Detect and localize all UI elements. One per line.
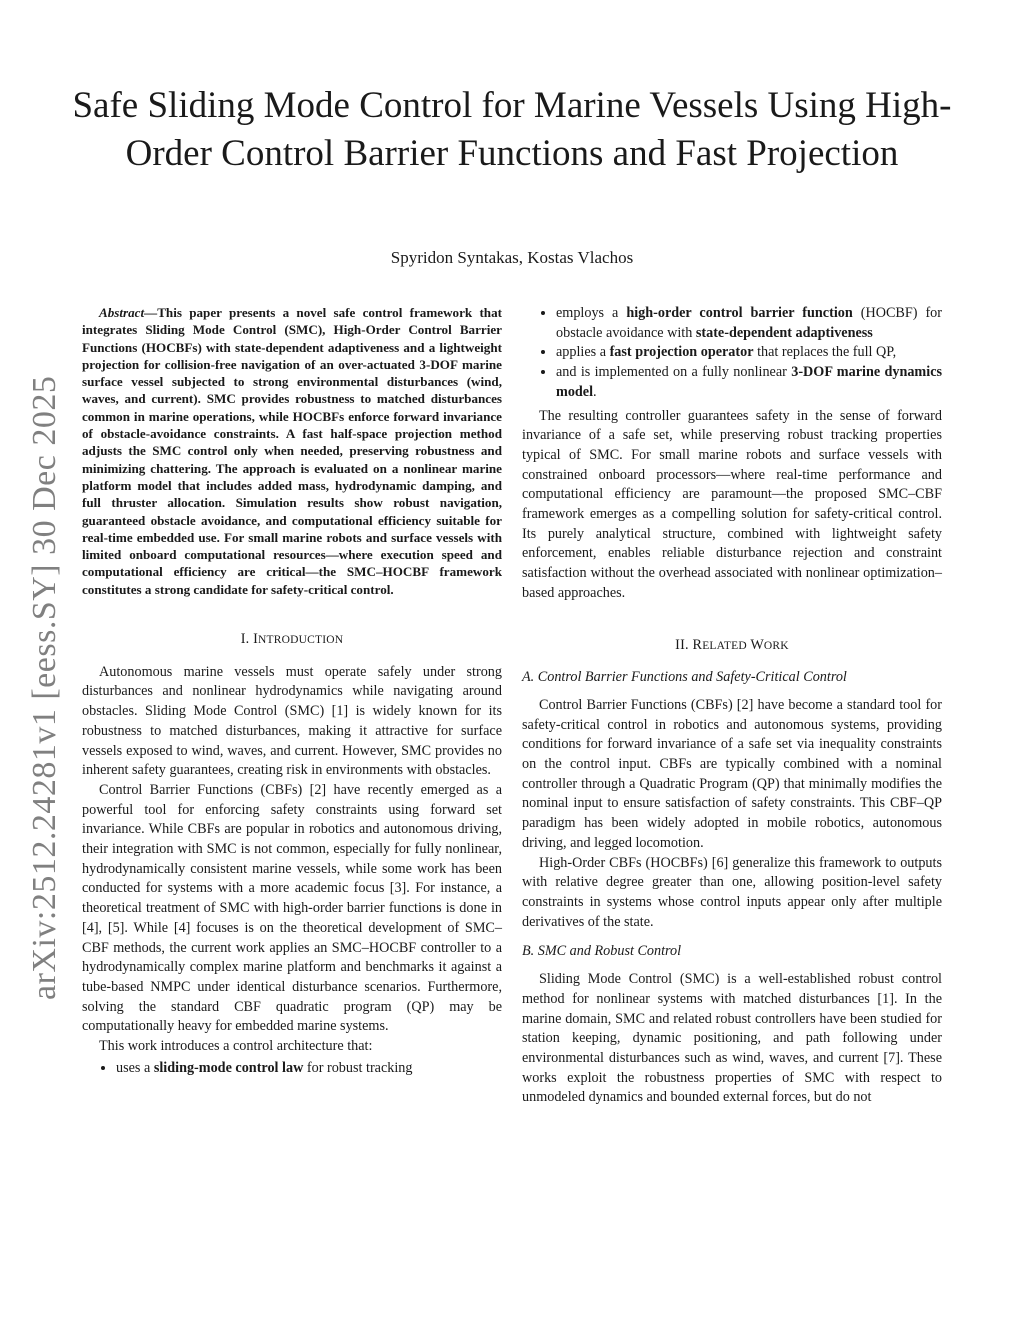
contribution-item: • and is implemented on a fully nonlinear 3-DOF marine dynamics model. — [556, 363, 942, 402]
arxiv-identifier: arXiv:2512.24281v1 [eess.SY] 30 Dec 2025 — [26, 375, 63, 1000]
intro-paragraph-2: Control Barrier Functions (CBFs) [2] have recently emerged as a powerful tool for enforcing safety constraints using forward set invariance. While CBFs are popular in robotics and autonomous driving, their integration with SMC is not common, especially for fully nonlinear, hydrodynamically consistent marine vessels, while some work has been conducted for systems with a more academic focus [3]. For instance, a theoretical treatment of SMC with high-order barrier functions is done in [4], [5]. While [4] focuses is on the theoretical development of SMC–CBF methods, the current work applies an SMC–HOCBF controller to a hydrodynamically complex marine platform and benchmarks it against a tube-based NMPC under identical disturbance scenarios. Furthermore, solving the standard CBF quadratic program (QP) may be computationally heavy for embedded marine systems. — [82, 781, 502, 1035]
subsection-heading-cbf: A. Control Barrier Functions and Safety-Critical Control — [522, 669, 847, 686]
related-paragraph-3: Sliding Mode Control (SMC) is a well-established robust control method for nonlinear systems with matched disturbances [1]. In the marine domain, SMC and related robust controllers have been studied for station keeping, dynamic positioning, and path following under environmental disturbances such as wind, waves, and current [7]. These works exploit the robustness properties of SMC with respect to unmodeled dynamics and bounded external forces, but do not — [522, 971, 942, 1106]
abstract-label: Abstract— — [99, 305, 158, 320]
abstract-text: This paper presents a novel safe control framework that integrates Sliding Mode Control (SMC), High-Order Control Barrier Functions (HOCBFs) with state-dependent adaptiveness and a lightweight projection for collision-free navigation of an over-actuated 3-DOF marine surface vessel subjected to strong environmental disturbances (wind, waves, and current). SMC provides robustness to matched disturbances common in marine operations, while HOCBFs enforce forward invariance of obstacle-avoidance constraints. A fast half-space projection method adjusts the SMC control only when needed, preserving robustness and minimizing chattering. The approach is evaluated on a nonlinear marine platform model that includes added mass, hydrodynamic damping, and full thruster allocation. Simulation results show robust navigation, guaranteed obstacle avoidance, and computational efficiency suitable for real-time embedded use. For small marine robots and surface vessels with limited onboard computational resources—where execution speed and computational efficiency are critical—the SMC–HOCBF framework constitutes a strong candidate for safety-critical control. — [82, 305, 502, 597]
abstract — [82, 304, 502, 598]
contribution-list — [82, 1059, 502, 1079]
intro-paragraph-4: The resulting controller guarantees safety in the sense of forward invariance of a safe set, while preserving robust tracking properties typical of SMC. For small marine robots and surface vessels with constrained onboard processors—where real-time performance and computational efficiency are paramount—the proposed SMC–CBF framework emerges as a compelling solution for safety-critical control. Its purely analytical structure, combined with lightweight safety enforcement, enables reliable disturbance rejection and constraint satisfaction without the overhead associated with nonlinear optimization–based approaches. — [522, 407, 942, 601]
right-column — [522, 304, 942, 1108]
section-heading-related-work: II. RELATED WORK — [675, 636, 789, 653]
left-column — [82, 304, 502, 1083]
subsection-heading-smc: B. SMC and Robust Control — [522, 943, 682, 960]
related-paragraph-2: High-Order CBFs (HOCBFs) [6] generalize this framework to outputs with relative degree greater than one, allowing position-level safety constraints in systems whose control inputs appear only after multiple derivatives of the state. — [522, 854, 942, 930]
related-paragraph-1: Control Barrier Functions (CBFs) [2] have become a standard tool for safety-critical control in robotics and autonomous systems, providing conditions for forward invariance of a safe set via inequality constraints on the control input. CBFs are typically combined with a nominal controller through a Quadratic Program (QP) that minimally modifies the nominal input to ensure satisfaction of safety constraints. This CBF–QP paradigm has been widely adopted in mobile robotics, autonomous driving, and legged locomotion. — [522, 696, 942, 851]
paper-title: Safe Sliding Mode Control for Marine Vessels Using High-Order Control Barrier Functions and Fast Projection — [72, 85, 952, 174]
intro-paragraph-1: Autonomous marine vessels must operate safely under strong disturbances and nonlinear hydrodynamics while navigating around obstacles. Sliding Mode Control (SMC) [1] is widely known for its robustness to matched disturbances, making it attractive for surface vessels exposed to wind, waves, and current. However, SMC provides no inherent safety guarantees, creating risk in environments with obstacles. — [82, 663, 502, 779]
author-list: Spyridon Syntakas, Kostas Vlachos — [390, 248, 634, 267]
section-heading-introduction: I. INTRODUCTION — [240, 631, 344, 648]
intro-paragraph-3: This work introduces a control architecture that: — [99, 1038, 373, 1055]
contribution-list-continued — [522, 304, 942, 403]
contribution-item: • employs a high-order control barrier function (HOCBF) for obstacle avoidance with state-dependent adaptiveness — [556, 304, 942, 343]
contribution-item: • uses a sliding-mode control law for robust tracking — [116, 1059, 502, 1079]
contribution-item: • applies a fast projection operator that replaces the full QP, — [556, 343, 942, 363]
